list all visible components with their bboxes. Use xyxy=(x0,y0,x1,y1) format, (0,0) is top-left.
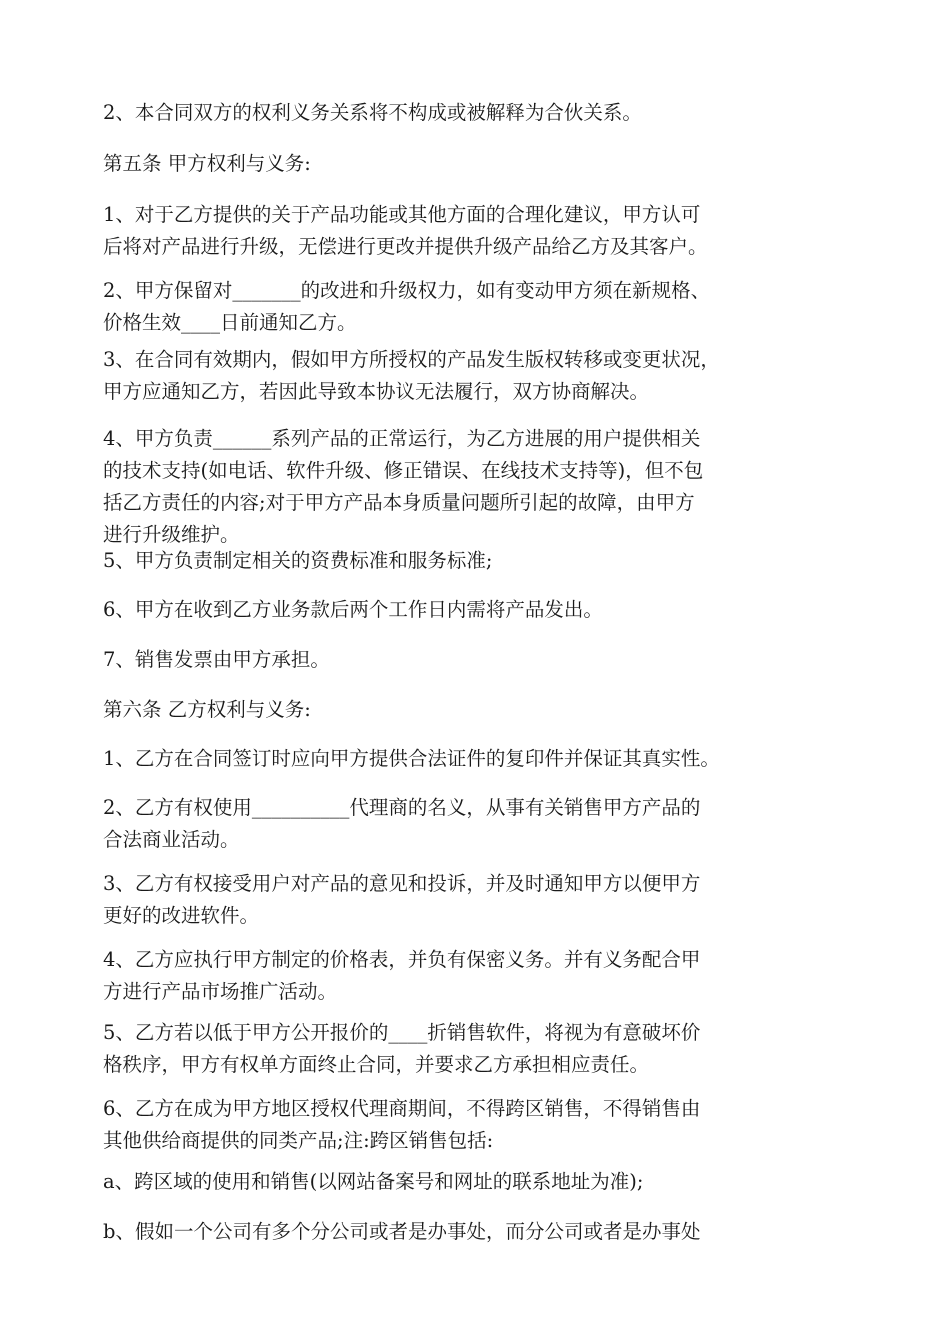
text-line: 7、销售发票由甲方承担。 xyxy=(103,648,330,671)
text-line: 第六条 乙方权利与义务: xyxy=(103,698,311,721)
text-line: 合法商业活动。 xyxy=(103,828,240,851)
text-line: 甲方应通知乙方，若因此导致本协议无法履行，双方协商解决。 xyxy=(103,380,650,403)
heading-article-6 xyxy=(103,694,863,726)
text-line: 更好的改进软件。 xyxy=(103,904,260,927)
text-line: 括乙方责任的内容;对于甲方产品本身质量问题所引起的故障，由甲方 xyxy=(103,491,695,514)
text-line: 3、在合同有效期内，假如甲方所授权的产品发生版权转移或变更状况， xyxy=(103,348,720,371)
text-line: 的技术支持(如电话、软件升级、修正错误、在线技术支持等)，但不包 xyxy=(103,459,704,482)
text-line: 6、甲方在收到乙方业务款后两个工作日内需将产品发出。 xyxy=(103,598,603,621)
text-line: 方进行产品市场推广活动。 xyxy=(103,980,338,1003)
text-line: 第五条 甲方权利与义务: xyxy=(103,152,311,175)
text-line: 进行升级维护。 xyxy=(103,523,240,546)
heading-article-5 xyxy=(103,148,863,180)
paragraph-article5-item5 xyxy=(103,545,863,577)
text-line: 价格生效____日前通知乙方。 xyxy=(103,311,357,334)
text-line: a、跨区域的使用和销售(以网站备案号和网址的联系地址为准); xyxy=(103,1170,644,1193)
text-line: 1、乙方在合同签订时应向甲方提供合法证件的复印件并保证其真实性。 xyxy=(103,747,720,770)
paragraph-article6-item3 xyxy=(103,868,863,932)
text-line: 2、甲方保留对_______的改进和升级权力，如有变动甲方须在新规格、 xyxy=(103,279,711,302)
paragraph-article5-item2 xyxy=(103,275,863,339)
paragraph-article5-item6 xyxy=(103,594,863,626)
text-line: b、假如一个公司有多个分公司或者是办事处，而分公司或者是办事处 xyxy=(103,1220,701,1243)
paragraph-article4-item2 xyxy=(103,97,863,129)
paragraph-article5-item1 xyxy=(103,199,863,263)
text-line: 2、乙方有权使用__________代理商的名义，从事有关销售甲方产品的 xyxy=(103,796,701,819)
paragraph-article5-item7 xyxy=(103,644,863,676)
text-line: 4、甲方负责______系列产品的正常运行，为乙方进展的用户提供相关 xyxy=(103,427,701,450)
paragraph-article6-item1 xyxy=(103,743,863,775)
paragraph-article6-item2 xyxy=(103,792,863,856)
text-line: 4、乙方应执行甲方制定的价格表，并负有保密义务。并有义务配合甲 xyxy=(103,948,701,971)
text-line: 2、本合同双方的权利义务关系将不构成或被解释为合伙关系。 xyxy=(103,101,642,124)
text-line: 3、乙方有权接受用户对产品的意见和投诉，并及时通知甲方以便甲方 xyxy=(103,872,701,895)
text-line: 5、乙方若以低于甲方公开报价的____折销售软件，将视为有意破坏价 xyxy=(103,1021,701,1044)
paragraph-article6-item4 xyxy=(103,944,863,1008)
paragraph-article6-item5 xyxy=(103,1017,863,1081)
paragraph-article5-item3 xyxy=(103,344,863,408)
text-line: 其他供给商提供的同类产品;注:跨区销售包括: xyxy=(103,1129,494,1152)
text-line: 5、甲方负责制定相关的资费标准和服务标准; xyxy=(103,549,493,572)
text-line: 格秩序，甲方有权单方面终止合同，并要求乙方承担相应责任。 xyxy=(103,1053,650,1076)
paragraph-article6-item6 xyxy=(103,1093,863,1157)
paragraph-cross-region-b xyxy=(103,1216,863,1248)
text-line: 后将对产品进行升级，无偿进行更改并提供升级产品给乙方及其客户。 xyxy=(103,235,708,258)
paragraph-cross-region-a xyxy=(103,1166,863,1198)
text-line: 6、乙方在成为甲方地区授权代理商期间，不得跨区销售，不得销售由 xyxy=(103,1097,701,1120)
paragraph-article5-item4 xyxy=(103,423,863,551)
text-line: 1、对于乙方提供的关于产品功能或其他方面的合理化建议，甲方认可 xyxy=(103,203,701,226)
